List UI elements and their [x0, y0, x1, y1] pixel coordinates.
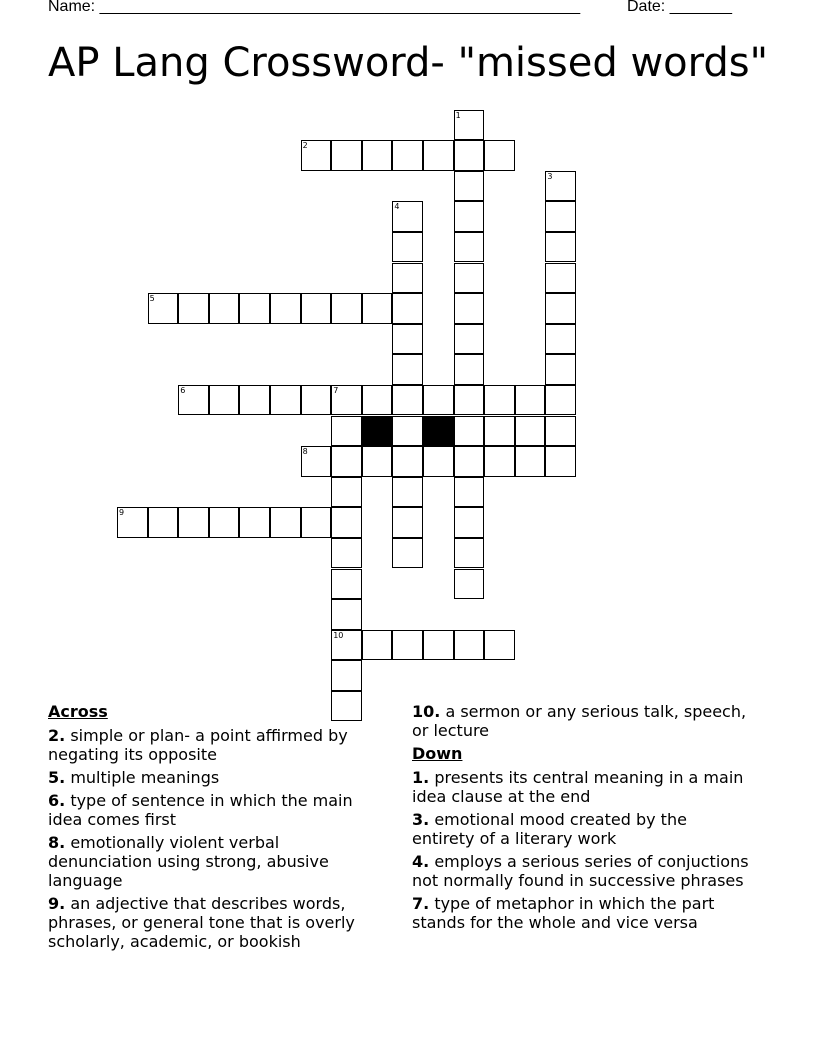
clue-down-7: 7. type of metaphor in which the part stands for the whole and vice versa	[412, 894, 715, 932]
grid-cell[interactable]	[331, 569, 362, 600]
clue-across-10: 10. a sermon or any serious talk, speech, or lecture	[412, 702, 747, 740]
grid-cell[interactable]	[392, 354, 423, 385]
grid-cell[interactable]	[454, 538, 485, 569]
grid-cell[interactable]	[301, 507, 332, 538]
grid-cell[interactable]	[392, 416, 423, 447]
grid-cell[interactable]	[545, 324, 576, 355]
grid-cell[interactable]	[392, 630, 423, 661]
grid-cell[interactable]	[423, 385, 454, 416]
grid-cell[interactable]	[331, 140, 362, 171]
grid-cell[interactable]	[454, 293, 485, 324]
page-title: AP Lang Crossword- "missed words"	[48, 40, 768, 86]
clue-down-1: 1. presents its central meaning in a main idea clause at the end	[412, 768, 744, 806]
grid-cell[interactable]	[178, 507, 209, 538]
grid-cell[interactable]	[362, 293, 393, 324]
grid-cell[interactable]	[484, 416, 515, 447]
grid-cell[interactable]	[148, 293, 179, 324]
grid-cell[interactable]	[454, 385, 485, 416]
grid-cell[interactable]	[331, 416, 362, 447]
grid-cell[interactable]	[362, 140, 393, 171]
clue-across-9: 9. an adjective that describes words, phrases, or general tone that is overly scholarly, academic, or bookish	[48, 894, 355, 951]
grid-cell[interactable]	[209, 507, 240, 538]
grid-cell[interactable]	[239, 507, 270, 538]
blocked-cell	[423, 416, 454, 447]
grid-cell[interactable]	[545, 201, 576, 232]
grid-cell[interactable]	[545, 171, 576, 202]
grid-cell[interactable]	[331, 477, 362, 508]
grid-cell[interactable]	[454, 446, 485, 477]
grid-cell[interactable]	[331, 446, 362, 477]
grid-cell[interactable]	[515, 416, 546, 447]
grid-cell[interactable]	[178, 293, 209, 324]
grid-cell[interactable]	[148, 507, 179, 538]
grid-cell[interactable]	[392, 201, 423, 232]
clue-number: 8	[302, 447, 308, 457]
grid-cell[interactable]	[454, 477, 485, 508]
grid-cell[interactable]	[545, 354, 576, 385]
grid-cell[interactable]	[454, 232, 485, 263]
grid-cell[interactable]	[392, 477, 423, 508]
grid-cell[interactable]	[362, 385, 393, 416]
grid-cell[interactable]	[545, 232, 576, 263]
grid-cell[interactable]	[239, 293, 270, 324]
grid-cell[interactable]	[239, 385, 270, 416]
grid-cell[interactable]	[545, 293, 576, 324]
grid-cell[interactable]	[454, 324, 485, 355]
grid-cell[interactable]	[454, 416, 485, 447]
grid-cell[interactable]	[484, 446, 515, 477]
grid-cell[interactable]	[301, 385, 332, 416]
grid-cell[interactable]	[515, 446, 546, 477]
grid-cell[interactable]	[301, 446, 332, 477]
grid-cell[interactable]	[301, 293, 332, 324]
grid-cell[interactable]	[392, 446, 423, 477]
clue-number: 2	[302, 141, 308, 151]
grid-cell[interactable]	[545, 385, 576, 416]
grid-cell[interactable]	[454, 263, 485, 294]
grid-cell[interactable]	[331, 385, 362, 416]
grid-cell[interactable]	[484, 630, 515, 661]
grid-cell[interactable]	[454, 171, 485, 202]
grid-cell[interactable]	[454, 507, 485, 538]
down-heading: Down	[412, 744, 463, 763]
grid-cell[interactable]	[423, 140, 454, 171]
clue-number: 7	[333, 385, 339, 395]
clue-number: 6	[180, 385, 186, 395]
clue-down-4: 4. employs a serious series of conjuctions not normally found in successive phrases	[412, 852, 749, 890]
grid-cell[interactable]	[392, 263, 423, 294]
blocked-cell	[362, 416, 393, 447]
grid-cell[interactable]	[454, 630, 485, 661]
grid-cell[interactable]	[454, 354, 485, 385]
grid-cell[interactable]	[117, 507, 148, 538]
grid-cell[interactable]	[331, 630, 362, 661]
clue-across-6: 6. type of sentence in which the main idea comes first	[48, 791, 353, 829]
clue-number: 1	[455, 110, 461, 120]
clue-across-2: 2. simple or plan- a point affirmed by negating its opposite	[48, 726, 348, 764]
grid-cell[interactable]	[392, 140, 423, 171]
grid-cell[interactable]	[423, 630, 454, 661]
grid-cell[interactable]	[331, 507, 362, 538]
grid-cell[interactable]	[392, 324, 423, 355]
grid-cell[interactable]	[301, 140, 332, 171]
grid-cell[interactable]	[392, 293, 423, 324]
grid-cell[interactable]	[209, 385, 240, 416]
clue-across-5: 5. multiple meanings	[48, 768, 220, 787]
clue-number: 10	[333, 630, 344, 640]
clue-number: 3	[547, 171, 553, 181]
clue-down-3: 3. emotional mood created by the entirety of a literary work	[412, 810, 687, 848]
grid-cell[interactable]	[270, 507, 301, 538]
grid-cell[interactable]	[209, 293, 240, 324]
clue-across-8: 8. emotionally violent verbal denunciation using strong, abusive language	[48, 833, 329, 890]
grid-cell[interactable]	[423, 446, 454, 477]
across-clues	[48, 702, 388, 955]
grid-cell[interactable]	[484, 140, 515, 171]
grid-cell[interactable]	[545, 446, 576, 477]
grid-cell[interactable]	[454, 140, 485, 171]
clue-number: 4	[394, 202, 400, 212]
grid-cell[interactable]	[392, 538, 423, 569]
grid-cell[interactable]	[331, 660, 362, 691]
grid-cell[interactable]	[331, 538, 362, 569]
down-clues	[412, 702, 752, 936]
across-heading: Across	[48, 702, 108, 721]
grid-cell[interactable]	[484, 385, 515, 416]
grid-cell[interactable]	[545, 416, 576, 447]
grid-cell[interactable]	[270, 385, 301, 416]
clue-number: 5	[149, 294, 155, 304]
grid-cell[interactable]	[515, 385, 546, 416]
grid-cell[interactable]	[392, 385, 423, 416]
grid-cell[interactable]	[392, 232, 423, 263]
date-field: Date: _______	[627, 0, 732, 15]
grid-cell[interactable]	[331, 599, 362, 630]
clue-number: 9	[119, 508, 125, 518]
grid-cell[interactable]	[392, 507, 423, 538]
grid-cell[interactable]	[454, 569, 485, 600]
grid-cell[interactable]	[331, 293, 362, 324]
grid-cell[interactable]	[362, 446, 393, 477]
grid-cell[interactable]	[178, 385, 209, 416]
name-field: Name: ______________________________________________________	[48, 0, 581, 15]
grid-cell[interactable]	[270, 293, 301, 324]
grid-cell[interactable]	[454, 201, 485, 232]
grid-cell[interactable]	[545, 263, 576, 294]
grid-cell[interactable]	[362, 630, 393, 661]
grid-cell[interactable]	[454, 110, 485, 141]
